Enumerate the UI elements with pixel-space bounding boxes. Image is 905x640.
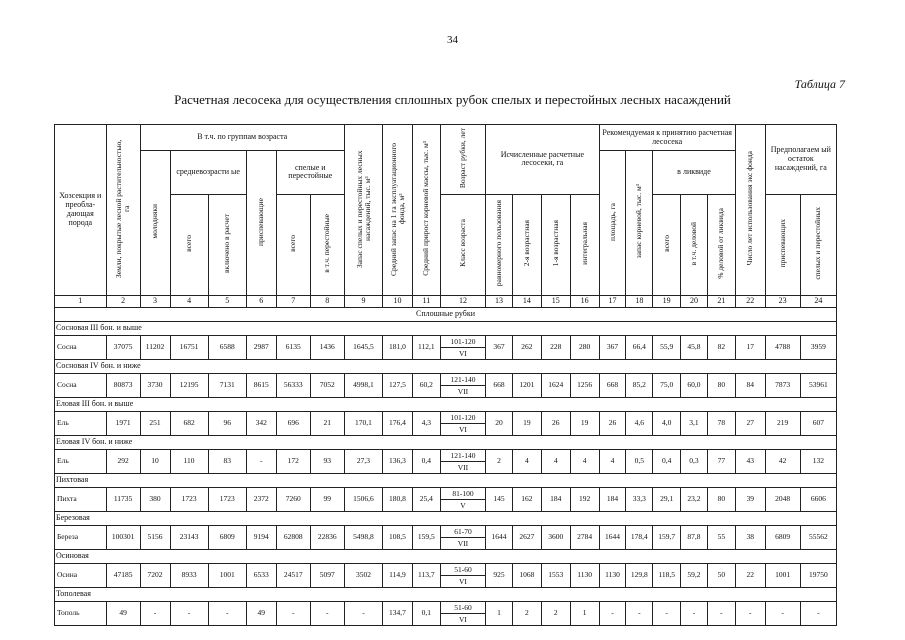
table-cell: - <box>208 602 246 626</box>
column-number-cell: 20 <box>681 296 708 308</box>
table-cell: 129,8 <box>626 564 653 588</box>
column-number-cell: 16 <box>570 296 599 308</box>
table-cell: 4998,1 <box>344 374 382 398</box>
table-cell: 19 <box>570 412 599 436</box>
header-second-age: 2-я возрастная <box>512 194 541 295</box>
table-cell: 114,9 <box>383 564 413 588</box>
table-cell: 43 <box>735 450 765 474</box>
table-row <box>55 374 837 398</box>
table-row <box>55 488 837 512</box>
table-cell: 53961 <box>800 374 836 398</box>
felling-age-value: 121-140 <box>441 374 485 386</box>
felling-age-cell <box>440 374 485 398</box>
felling-age-value: 51-60 <box>441 564 485 576</box>
table-cell: 178,4 <box>626 526 653 550</box>
table-cell: 33,3 <box>626 488 653 512</box>
header-years-use: Число лет использования экс фонда <box>735 125 765 296</box>
table-cell: 0,4 <box>653 450 681 474</box>
table-row <box>55 450 837 474</box>
felling-age-value: 61-70 <box>441 526 485 538</box>
table-cell: 0,5 <box>626 450 653 474</box>
table-cell: 136,3 <box>383 450 413 474</box>
table-cell: 3,1 <box>681 412 708 436</box>
column-number-cell: 3 <box>140 296 170 308</box>
table-cell: 162 <box>512 488 541 512</box>
table-cell: 99 <box>310 488 344 512</box>
table-cell: 11735 <box>106 488 140 512</box>
table-cell: 1001 <box>208 564 246 588</box>
header-calculated-cuts: Исчисленные расчетные лесосеки, га <box>486 125 599 195</box>
table-cell: 4 <box>541 450 570 474</box>
header-ripe-stock: Запас спелых и перестойных лесных насаждений, тыс. м³ <box>344 125 382 296</box>
table-cell: 19 <box>512 412 541 436</box>
table-cell: 80 <box>707 374 735 398</box>
table-cell: 23143 <box>170 526 208 550</box>
table-cell: 132 <box>800 450 836 474</box>
table-cell: 8615 <box>246 374 276 398</box>
table-cell: 42 <box>765 450 800 474</box>
table-cell: - <box>681 602 708 626</box>
table-cell: 83 <box>208 450 246 474</box>
table-cell: 180,8 <box>383 488 413 512</box>
table-cell: 181,0 <box>383 336 413 360</box>
table-cell: 7052 <box>310 374 344 398</box>
table-cell: - <box>170 602 208 626</box>
column-number-cell: 12 <box>440 296 485 308</box>
table-cell: 112,1 <box>412 336 440 360</box>
table-cell: 4 <box>512 450 541 474</box>
header-felling-age: Возраст рубки, лет <box>440 125 485 195</box>
table-cell: 4 <box>570 450 599 474</box>
table-cell: 110 <box>170 450 208 474</box>
table-cell: 4 <box>599 450 626 474</box>
table-cell: 22836 <box>310 526 344 550</box>
table-cell: 39 <box>735 488 765 512</box>
table-cell: 367 <box>486 336 513 360</box>
table-cell: 4,3 <box>412 412 440 436</box>
table-cell: 4788 <box>765 336 800 360</box>
group-label: Тополевая <box>55 588 837 602</box>
table-row <box>55 412 837 436</box>
felling-age-value: 101-120 <box>441 412 485 424</box>
table-cell: - <box>707 602 735 626</box>
table-cell: 5097 <box>310 564 344 588</box>
group-label: Еловая III бон. и выше <box>55 398 837 412</box>
table-cell: 7131 <box>208 374 246 398</box>
age-class-value: VII <box>457 387 469 396</box>
table-cell: 2627 <box>512 526 541 550</box>
allowable-cut-table <box>54 124 837 626</box>
table-cell: 3959 <box>800 336 836 360</box>
table-cell: 0,3 <box>681 450 708 474</box>
header-mid-total: всего <box>170 194 208 295</box>
header-uniform-use: равномерного пользования <box>486 194 513 295</box>
table-row <box>55 564 837 588</box>
group-label: Пихтовая <box>55 474 837 488</box>
table-cell: 1 <box>486 602 513 626</box>
header-rec-root-stock: запас корневой, тыс. м³ <box>626 151 653 296</box>
table-cell: 26 <box>599 412 626 436</box>
table-cell: 3600 <box>541 526 570 550</box>
table-cell: 2048 <box>765 488 800 512</box>
species-cell: Сосна <box>55 374 107 398</box>
header-mid-included: включено в расчет <box>208 194 246 295</box>
column-number-cell: 23 <box>765 296 800 308</box>
header-overmature: в т.ч. перестойные <box>310 194 344 295</box>
table-cell: - <box>344 602 382 626</box>
header-age-class: Класс возраста <box>440 194 485 295</box>
species-cell: Ель <box>55 412 107 436</box>
table-cell: 170,1 <box>344 412 382 436</box>
column-number-cell: 17 <box>599 296 626 308</box>
table-cell: - <box>800 602 836 626</box>
table-cell: - <box>310 602 344 626</box>
table-title: Расчетная лесосека для осуществления сплошных рубок спелых и перестойных лесных насаждений <box>174 92 731 107</box>
table-cell: 184 <box>599 488 626 512</box>
table-cell: 45,8 <box>681 336 708 360</box>
table-cell: 176,4 <box>383 412 413 436</box>
table-cell: 925 <box>486 564 513 588</box>
table-cell: 367 <box>599 336 626 360</box>
table-cell: 93 <box>310 450 344 474</box>
table-cell: 1256 <box>570 374 599 398</box>
header-avg-stock: Средний запас на 1 га эксплуатационного фонда, м³ <box>383 125 413 296</box>
table-cell: 4,6 <box>626 412 653 436</box>
table-cell: 1971 <box>106 412 140 436</box>
felling-age-cell <box>440 336 485 360</box>
header-liquid-business: в т.ч. деловой <box>681 194 708 295</box>
table-cell: 22 <box>735 564 765 588</box>
table-cell: 59,2 <box>681 564 708 588</box>
table-cell: 27,3 <box>344 450 382 474</box>
age-class-value: VII <box>457 539 469 548</box>
table-cell: - <box>276 602 310 626</box>
column-number-cell: 22 <box>735 296 765 308</box>
table-cell: 7202 <box>140 564 170 588</box>
table-cell: 2987 <box>246 336 276 360</box>
column-number-cell: 7 <box>276 296 310 308</box>
table-cell: 342 <box>246 412 276 436</box>
column-number-cell: 2 <box>106 296 140 308</box>
table-cell: - <box>599 602 626 626</box>
group-label: Еловая IV бон. и ниже <box>55 436 837 450</box>
felling-age-value: 101-120 <box>441 336 485 348</box>
species-cell: Сосна <box>55 336 107 360</box>
table-cell: 29,1 <box>653 488 681 512</box>
table-cell: - <box>735 602 765 626</box>
table-cell: 37075 <box>106 336 140 360</box>
table-body <box>55 308 837 626</box>
age-class-value: VI <box>458 349 467 358</box>
table-cell: - <box>765 602 800 626</box>
table-cell: 1624 <box>541 374 570 398</box>
table-cell: 23,2 <box>681 488 708 512</box>
table-row <box>55 602 837 626</box>
table-cell: 1723 <box>208 488 246 512</box>
table-cell: 7260 <box>276 488 310 512</box>
table-cell: 1723 <box>170 488 208 512</box>
table-cell: 2372 <box>246 488 276 512</box>
table-cell: 6588 <box>208 336 246 360</box>
group-row <box>55 398 837 412</box>
felling-age-cell <box>440 526 485 550</box>
group-row <box>55 588 837 602</box>
header-first-age: 1-я возрастная <box>541 194 570 295</box>
felling-age-cell <box>440 602 485 626</box>
table-cell: 159,5 <box>412 526 440 550</box>
group-row <box>55 322 837 336</box>
table-cell: 49 <box>106 602 140 626</box>
table-cell: 1068 <box>512 564 541 588</box>
species-cell: Тополь <box>55 602 107 626</box>
table-cell: 668 <box>486 374 513 398</box>
table-cell: 66,4 <box>626 336 653 360</box>
table-cell: 696 <box>276 412 310 436</box>
header-age-groups: В т.ч. по группам возраста <box>140 125 344 151</box>
group-label: Сосновая IV бон. и ниже <box>55 360 837 374</box>
column-number-cell: 1 <box>55 296 107 308</box>
table-cell: 1001 <box>765 564 800 588</box>
page-number: 34 <box>447 34 458 46</box>
column-number-cell: 11 <box>412 296 440 308</box>
table-cell: 100301 <box>106 526 140 550</box>
table-cell: 16751 <box>170 336 208 360</box>
table-cell: 24517 <box>276 564 310 588</box>
table-cell: 145 <box>486 488 513 512</box>
species-cell: Ель <box>55 450 107 474</box>
table-cell: 2784 <box>570 526 599 550</box>
table-cell: 118,5 <box>653 564 681 588</box>
table-cell: 19750 <box>800 564 836 588</box>
table-cell: 77 <box>707 450 735 474</box>
table-cell: 6809 <box>208 526 246 550</box>
table-cell: 682 <box>170 412 208 436</box>
group-row <box>55 512 837 526</box>
table-cell: 134,7 <box>383 602 413 626</box>
column-number-cell: 4 <box>170 296 208 308</box>
group-label: Сосновая III бон. и выше <box>55 322 837 336</box>
table-cell: 1644 <box>599 526 626 550</box>
age-class-value: VI <box>458 425 467 434</box>
table-cell: 219 <box>765 412 800 436</box>
allowable-cut-table-wrapper <box>54 124 837 626</box>
column-number-cell: 5 <box>208 296 246 308</box>
column-number-cell: 9 <box>344 296 382 308</box>
header-premature-rest: приспевающих <box>765 194 800 295</box>
table-cell: 607 <box>800 412 836 436</box>
table-cell: 55 <box>707 526 735 550</box>
table-cell: 50 <box>707 564 735 588</box>
felling-age-cell <box>440 412 485 436</box>
table-cell: 5156 <box>140 526 170 550</box>
table-cell: 1130 <box>570 564 599 588</box>
column-number-cell: 13 <box>486 296 513 308</box>
table-cell: 292 <box>106 450 140 474</box>
column-number-cell: 19 <box>653 296 681 308</box>
table-cell: 9194 <box>246 526 276 550</box>
table-cell: 280 <box>570 336 599 360</box>
header-ripe-rest: спелых и перестойных <box>800 194 836 295</box>
table-cell: 49 <box>246 602 276 626</box>
table-cell: 47185 <box>106 564 140 588</box>
column-number-cell: 8 <box>310 296 344 308</box>
table-cell: 1 <box>570 602 599 626</box>
table-cell: 80 <box>707 488 735 512</box>
table-cell: 1645,5 <box>344 336 382 360</box>
table-cell: 80873 <box>106 374 140 398</box>
table-cell: 27 <box>735 412 765 436</box>
table-cell: 7873 <box>765 374 800 398</box>
table-cell: 87,8 <box>681 526 708 550</box>
table-cell: 8933 <box>170 564 208 588</box>
table-row <box>55 526 837 550</box>
column-number-cell: 15 <box>541 296 570 308</box>
table-cell: 113,7 <box>412 564 440 588</box>
table-cell: 55,9 <box>653 336 681 360</box>
felling-age-value: 121-140 <box>441 450 485 462</box>
header-middle-aged: средневозрасти ые <box>170 151 246 195</box>
column-number-cell: 18 <box>626 296 653 308</box>
table-cell: 3502 <box>344 564 382 588</box>
table-cell: 78 <box>707 412 735 436</box>
header-ripe-overmature: спелые и перестойные <box>276 151 344 195</box>
table-cell: 6606 <box>800 488 836 512</box>
table-cell: 5498,8 <box>344 526 382 550</box>
header-liquid: в ликвиде <box>653 151 736 195</box>
table-cell: 26 <box>541 412 570 436</box>
table-cell: - <box>626 602 653 626</box>
header-ripe-total: всего <box>276 194 310 295</box>
column-number-row <box>55 296 837 308</box>
table-cell: 96 <box>208 412 246 436</box>
table-cell: 11202 <box>140 336 170 360</box>
header-section-species: Хозсекция и преобла-дающая порода <box>55 125 107 296</box>
table-cell: 2 <box>512 602 541 626</box>
table-cell: 0,4 <box>412 450 440 474</box>
felling-age-cell <box>440 564 485 588</box>
table-cell: 4,0 <box>653 412 681 436</box>
column-number-cell: 14 <box>512 296 541 308</box>
group-row <box>55 474 837 488</box>
felling-age-cell <box>440 488 485 512</box>
table-cell: 1644 <box>486 526 513 550</box>
table-cell: 380 <box>140 488 170 512</box>
table-cell: 2 <box>486 450 513 474</box>
group-row <box>55 360 837 374</box>
table-cell: 60,2 <box>412 374 440 398</box>
table-cell: 0,1 <box>412 602 440 626</box>
header-business-percent: % деловой от ликвида <box>707 194 735 295</box>
table-cell: 21 <box>310 412 344 436</box>
table-cell: 6809 <box>765 526 800 550</box>
column-number-cell: 24 <box>800 296 836 308</box>
header-avg-growth: Средний прирост корневой массы, тыс. м³ <box>412 125 440 296</box>
column-number-cell: 21 <box>707 296 735 308</box>
table-cell: 82 <box>707 336 735 360</box>
species-cell: Пихта <box>55 488 107 512</box>
table-cell: 12195 <box>170 374 208 398</box>
table-cell: 251 <box>140 412 170 436</box>
table-cell: - <box>246 450 276 474</box>
table-cell: 62808 <box>276 526 310 550</box>
age-class-value: VI <box>458 615 467 624</box>
table-cell: - <box>653 602 681 626</box>
section-row <box>55 308 837 322</box>
table-cell: - <box>140 602 170 626</box>
felling-age-value: 51-60 <box>441 602 485 614</box>
table-cell: 25,4 <box>412 488 440 512</box>
table-number: Таблица 7 <box>794 77 845 91</box>
header-liquid-total: всего <box>653 194 681 295</box>
table-cell: 20 <box>486 412 513 436</box>
table-cell: 228 <box>541 336 570 360</box>
table-cell: 108,5 <box>383 526 413 550</box>
header-forest-land: Земли, покрытые лесной растительностью, га <box>106 125 140 296</box>
table-cell: 75,0 <box>653 374 681 398</box>
species-cell: Береза <box>55 526 107 550</box>
table-cell: 85,2 <box>626 374 653 398</box>
table-cell: 1201 <box>512 374 541 398</box>
header-young: молодняки <box>140 151 170 296</box>
table-cell: 56333 <box>276 374 310 398</box>
age-class-value: VII <box>457 463 469 472</box>
felling-age-value: 81-100 <box>441 488 485 500</box>
table-cell: 184 <box>541 488 570 512</box>
table-cell: 1130 <box>599 564 626 588</box>
group-label: Березовая <box>55 512 837 526</box>
table-cell: 2 <box>541 602 570 626</box>
table-cell: 1553 <box>541 564 570 588</box>
table-cell: 262 <box>512 336 541 360</box>
felling-age-cell <box>440 450 485 474</box>
table-cell: 84 <box>735 374 765 398</box>
header-remaining-stands: Предполагаем ый остаток насаждений, га <box>765 125 836 195</box>
group-row <box>55 436 837 450</box>
column-number-cell: 6 <box>246 296 276 308</box>
column-number-cell: 10 <box>383 296 413 308</box>
section-label: Сплошные рубки <box>55 308 837 322</box>
table-cell: 159,7 <box>653 526 681 550</box>
table-cell: 3730 <box>140 374 170 398</box>
table-cell: 668 <box>599 374 626 398</box>
header-recommended-cut: Рекомендуемая к принятию расчетная лесосека <box>599 125 735 151</box>
table-row <box>55 336 837 360</box>
table-cell: 10 <box>140 450 170 474</box>
table-cell: 38 <box>735 526 765 550</box>
header-premature: приспевающие <box>246 151 276 296</box>
table-cell: 172 <box>276 450 310 474</box>
table-cell: 1506,6 <box>344 488 382 512</box>
group-label: Осиновая <box>55 550 837 564</box>
group-row <box>55 550 837 564</box>
header-integral: интегральная <box>570 194 599 295</box>
age-class-value: VI <box>458 577 467 586</box>
header-rec-area: площадь, га <box>599 151 626 296</box>
species-cell: Осина <box>55 564 107 588</box>
table-cell: 17 <box>735 336 765 360</box>
age-class-value: V <box>460 501 466 510</box>
table-cell: 127,5 <box>383 374 413 398</box>
table-cell: 60,0 <box>681 374 708 398</box>
table-cell: 55562 <box>800 526 836 550</box>
table-cell: 6135 <box>276 336 310 360</box>
table-cell: 6533 <box>246 564 276 588</box>
table-cell: 192 <box>570 488 599 512</box>
table-cell: 1436 <box>310 336 344 360</box>
